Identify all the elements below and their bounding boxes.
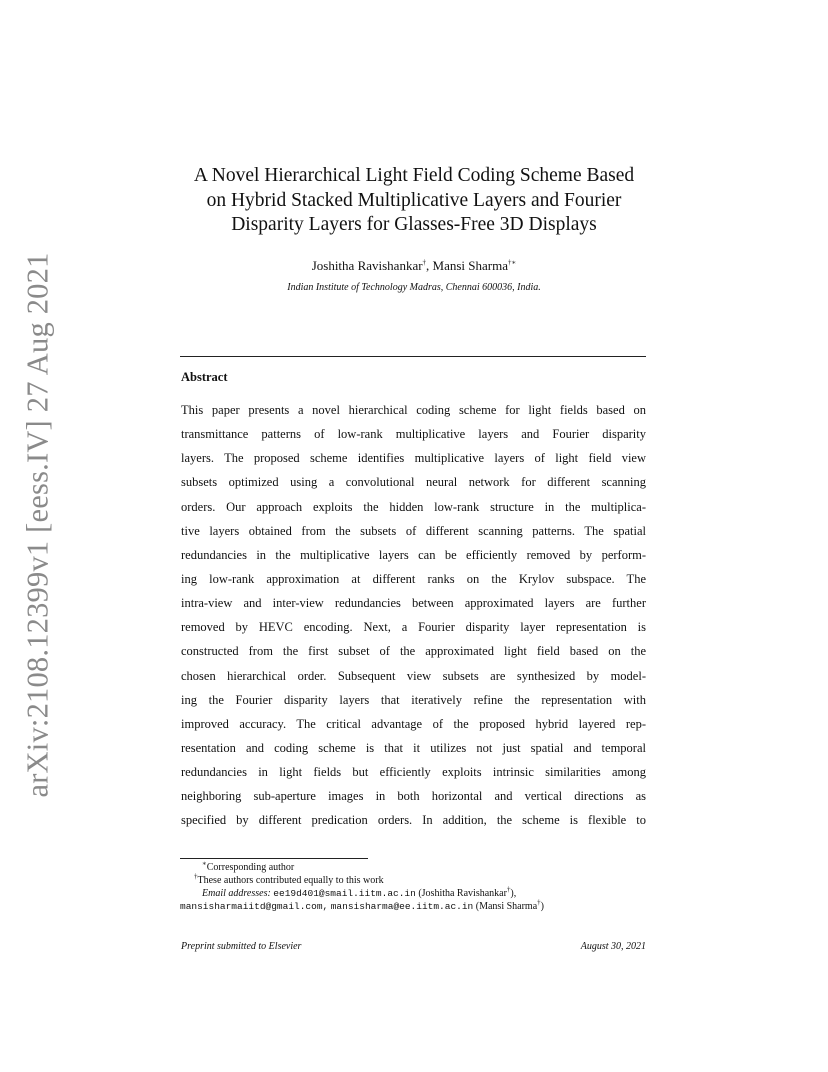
footnote-email-line [180, 900, 650, 913]
abstract-line: specified by different predication orders. In addition, the scheme is flexible to [181, 813, 646, 828]
email-owner-close: ), [510, 888, 517, 899]
email-link[interactable]: mansisharma@ee.iitm.ac.in [330, 901, 474, 912]
abstract-line: removed by HEVC encoding. Next, a Fourier disparity layer representation is [181, 620, 646, 635]
abstract-line: subsets optimized using a convolutional neural network for different scanning [181, 475, 646, 490]
paper-title [140, 164, 688, 238]
title-line: A Novel Hierarchical Light Field Coding Scheme Based [193, 165, 635, 186]
abstract-top-rule [180, 356, 646, 357]
author-mark: †∗ [508, 258, 517, 267]
footnote-mark: † [506, 885, 511, 894]
email-owner: (Joshitha Ravishankar [415, 888, 507, 899]
footnote-equal-contribution [180, 874, 650, 887]
footnote-email-line [180, 887, 650, 900]
email-link[interactable]: ee19d401@smail.iitm.ac.in [273, 888, 416, 899]
footnote-corresponding [180, 861, 650, 874]
arxiv-identifier-stamp: arXiv:2108.12399v1 [eess.IV] 27 Aug 2021 [20, 252, 55, 798]
author-name: Mansi Sharma [432, 258, 509, 273]
submission-date: August 30, 2021 [580, 941, 646, 952]
title-line: Disparity Layers for Glasses-Free 3D Displays [231, 214, 597, 235]
abstract-line: transmittance patterns of low-rank multiplicative layers and Fourier disparity [181, 427, 646, 442]
affiliation: Indian Institute of Technology Madras, Chennai 600036, India. [287, 282, 541, 293]
footnote-text: These authors contributed equally to this work [197, 875, 384, 886]
abstract-line: improved accuracy. The critical advantage of the proposed hybrid layered rep- [181, 716, 646, 731]
author-mark: † [422, 258, 427, 267]
abstract-line: redundancies in light fields but efficiently exploits intrinsic similarities among [181, 765, 646, 780]
footnotes [180, 861, 650, 913]
author-name: Joshitha Ravishankar [311, 258, 423, 273]
abstract-line: redundancies in the multiplicative layers can be efficiently removed by perform- [181, 547, 646, 562]
footnote-rule [180, 858, 368, 859]
email-link[interactable]: mansisharmaiitd@gmail.com, [180, 901, 329, 912]
email-label: Email addresses: [202, 888, 271, 899]
abstract-line: orders. Our approach exploits the hidden low-rank structure in the multiplica- [181, 499, 646, 514]
footnote-mark: † [194, 872, 198, 881]
abstract-heading: Abstract [181, 370, 228, 384]
abstract-line: ing low-rank approximation at different ranks on the Krylov subspace. The [181, 571, 646, 586]
abstract-line: ing the Fourier disparity layers that iteratively refine the representation with [181, 692, 646, 707]
abstract-line: This paper presents a novel hierarchical coding scheme for light fields based on [181, 403, 646, 417]
abstract-line: constructed from the first subset of the approximated light field based on the [181, 644, 646, 659]
preprint-note: Preprint submitted to Elsevier [181, 941, 302, 952]
abstract-line: neighboring sub-aperture images in both horizontal and vertical directions as [181, 789, 646, 804]
footnote-mark: ∗ [202, 859, 207, 868]
abstract-line: intra-view and inter-view redundancies between approximated layers are further [181, 596, 646, 611]
footnote-text: Corresponding author [206, 862, 295, 873]
abstract-body [181, 398, 646, 833]
title-line: on Hybrid Stacked Multiplicative Layers and Fourier [206, 189, 622, 211]
email-owner: (Mansi Sharma [473, 901, 538, 912]
author-list [180, 258, 648, 274]
abstract-line: layers. The proposed scheme identifies multiplicative layers of light field view [181, 451, 646, 466]
abstract-line: tive layers obtained from the subsets of different scanning patterns. The spatial [181, 523, 646, 538]
footnote-mark: † [537, 898, 541, 907]
abstract-line: chosen hierarchical order. Subsequent view subsets are synthesized by model- [181, 668, 646, 683]
abstract-line: resentation and coding scheme is that it utilizes not just spatial and temporal [181, 740, 646, 755]
email-owner-close: ) [540, 901, 544, 912]
author-separator: , [426, 258, 433, 273]
